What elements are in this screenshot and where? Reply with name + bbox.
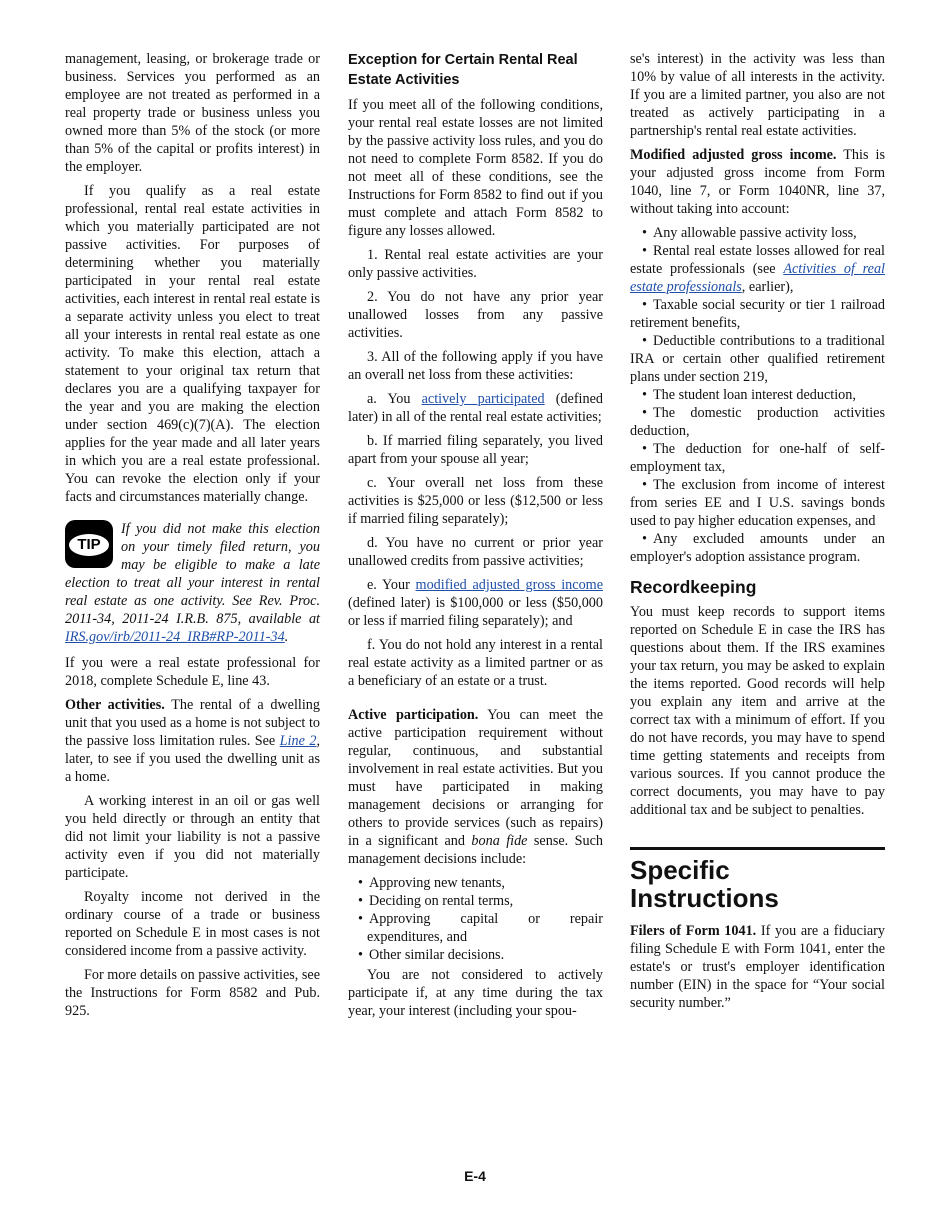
condition-2: 2. You do not have any prior year unallowed losses from any passive activities.: [348, 289, 603, 341]
tip-box: [65, 520, 320, 646]
modified-agi-link[interactable]: modified adjusted gross income: [415, 577, 603, 593]
tip-text: If you did not make this election on your timely filed return, you may be eligible to make a late election to treat all your interest in rental real estate as one activity. See Rev. Proc. 2011-34, 2011-24 I.R.B. 875, available at: [65, 521, 320, 627]
paragraph-management: management, leasing, or brokerage trade or business. Services you performed as an employee are not treated as performed in a real property trade or business unless you owned more than 5% of the stock (or more than 5% of the capital or profits interest) in the employer.: [65, 51, 320, 175]
list-item: • Other similar decisions.: [348, 946, 603, 964]
list-item: • The exclusion from income of interest from series EE and I U.S. savings bonds used to pay higher education expenses, and: [630, 476, 885, 530]
paragraph-more-details: For more details on passive activities, see the Instructions for Form 8582 and Pub. 925.: [65, 967, 321, 1019]
column-1: [65, 50, 320, 1026]
condition-3f: f. You do not hold any interest in a rental real estate activity as a limited partner or as a beneficiary of an estate or a trust.: [348, 637, 603, 689]
condition-1: 1. Rental real estate activities are your only passive activities.: [348, 247, 603, 281]
magi-exclusions-list: [630, 224, 885, 566]
paragraph-other-activities: Other activities. The rental of a dwelling unit that you used as a home is not subject to the passive loss limitation rules. See Line 2, later, to see if you used the dwelling unit as a home.: [65, 697, 320, 785]
exception-heading: Exception for Certain Rental Real Estate Activities: [348, 52, 578, 88]
recordkeeping-text: You must keep records to support items reported on Schedule E in case the IRS has questions about them. If the IRS examines your tax return, you may be asked to explain the items reported. Good records will help you explain any item and arrive at the correct tax with a minimum of effort. If you do not have records, you may have to spend time getting statements and receipts from various sources. If you cannot produce the correct documents, you may have to pay additional tax and be subject to penalties.: [630, 604, 885, 818]
line-2-link[interactable]: Line 2: [279, 733, 317, 749]
paragraph-working-interest: A working interest in an oil or gas well you held directly or through an entity that did not limit your liability is not a passive activity even if you did not materially participate.: [65, 793, 320, 881]
paragraph-active-participation: Active participation. You can meet the active participation requirement without regular, continuous, and substantial involvement in real estate activities. But you must have participated in making management decisions or arranging for others to provide services (such as repairs) in a significant and bona fide sense. Such management decisions include:: [348, 707, 603, 867]
condition-3d: d. You have no current or prior year unallowed credits from passive activities;: [348, 535, 603, 569]
active-participation-lead: Active participation.: [348, 707, 479, 723]
page-number: E-4: [464, 1168, 486, 1184]
condition-3e: e. Your modified adjusted gross income (defined later) is $100,000 or less ($50,000 or less if married filing separately); and: [348, 577, 603, 629]
activities-real-estate-professionals-link[interactable]: Activities of real estate professionals: [630, 261, 885, 295]
list-item: • The student loan interest deduction,: [630, 386, 885, 404]
actively-participated-link[interactable]: actively participated: [421, 391, 545, 407]
list-item: • Deciding on rental terms,: [348, 892, 603, 910]
paragraph-schedule-e-line-43: If you were a real estate professional for 2018, complete Schedule E, line 43.: [65, 655, 320, 689]
magi-lead: Modified adjusted gross income.: [630, 147, 837, 163]
specific-instructions-heading: Specific Instructions: [630, 847, 885, 912]
list-item: • Rental real estate losses allowed for real estate professionals (see Activities of real estate professionals, earlier),: [630, 242, 885, 296]
paragraph-not-actively-participate: You are not considered to actively participate if, at any time during the tax year, your interest (including your spou-: [348, 967, 603, 1019]
recordkeeping-heading: Recordkeeping: [630, 577, 757, 597]
condition-3: 3. All of the following apply if you have an overall net loss from these activities:: [348, 349, 603, 383]
paragraph-filers-1041: Filers of Form 1041. If you are a fiduciary filing Schedule E with Form 1041, enter the estate's or trust's employer identification number (EIN) in the space for “Your social security number.”: [630, 923, 885, 1011]
other-activities-lead: Other activities.: [65, 697, 165, 713]
condition-3a: a. You actively participated (defined later) in all of the rental real estate activities;: [348, 391, 603, 425]
management-decisions-list: [348, 874, 603, 964]
tip-end: .: [284, 629, 289, 645]
filers-1041-lead: Filers of Form 1041.: [630, 923, 757, 939]
condition-3c: c. Your overall net loss from these activities is $25,000 or less ($12,500 or less if married filing separately);: [348, 475, 603, 527]
column-3: [630, 50, 885, 1018]
list-item: • Approving capital or repair expenditures, and: [348, 910, 603, 946]
paragraph-royalty-income: Royalty income not derived in the ordinary course of a trade or business reported on Schedule E in most cases is not considered income from a passive activity.: [65, 889, 320, 959]
paragraph-spouse-interest: se's interest) in the activity was less than 10% by value of all interests in the activity. If you are a limited partner, you also are not treated as actively participating in a partnership's rental real estate activities.: [630, 51, 885, 139]
paragraph-magi: Modified adjusted gross income. This is your adjusted gross income from Form 1040, line 7, or Form 1040NR, line 37, without taking into account:: [630, 147, 885, 217]
list-item: • Taxable social security or tier 1 railroad retirement benefits,: [630, 296, 885, 332]
list-item: • The deduction for one-half of self-employment tax,: [630, 440, 885, 476]
tip-icon: [65, 520, 113, 568]
column-2: [348, 50, 603, 1026]
condition-3b: b. If married filing separately, you lived apart from your spouse all year;: [348, 433, 603, 467]
list-item: • The domestic production activities deduction,: [630, 404, 885, 440]
irs-irb-link[interactable]: IRS.gov/irb/2011-24_IRB#RP-2011-34: [65, 629, 285, 645]
list-item: • Approving new tenants,: [348, 874, 603, 892]
list-item: • Any excluded amounts under an employer's adoption assistance program.: [630, 530, 885, 566]
paragraph-real-estate-professional: If you qualify as a real estate professional, rental real estate activities in which you materially participated are not passive activities. For purposes of determining whether you materially participated in your rental real estate activities, each interest in rental real estate is a separate activity unless you elect to treat all your interests in rental real estate as one activity. To make this election, attach a statement to your original tax return that declares you are a qualifying taxpayer for the year and you are making the election under section 469(c)(7)(A). The election applies for the year made and all later years in which you are a real estate professional. You can revoke the election only if your facts and circumstances materially change.: [65, 183, 320, 505]
exception-intro: If you meet all of the following conditions, your rental real estate losses are not limited by the passive activity loss rules, and you do not need to complete Form 8582. If you do not meet all of these conditions, see the Instructions for Form 8582 to find out if you must complete and attach Form 8582 to figure any losses allowed.: [348, 97, 603, 239]
list-item: • Any allowable passive activity loss,: [630, 224, 885, 242]
tip-icon-label: TIP: [69, 534, 109, 556]
list-item: • Deductible contributions to a traditional IRA or certain other qualified retirement plans under section 219,: [630, 332, 885, 386]
